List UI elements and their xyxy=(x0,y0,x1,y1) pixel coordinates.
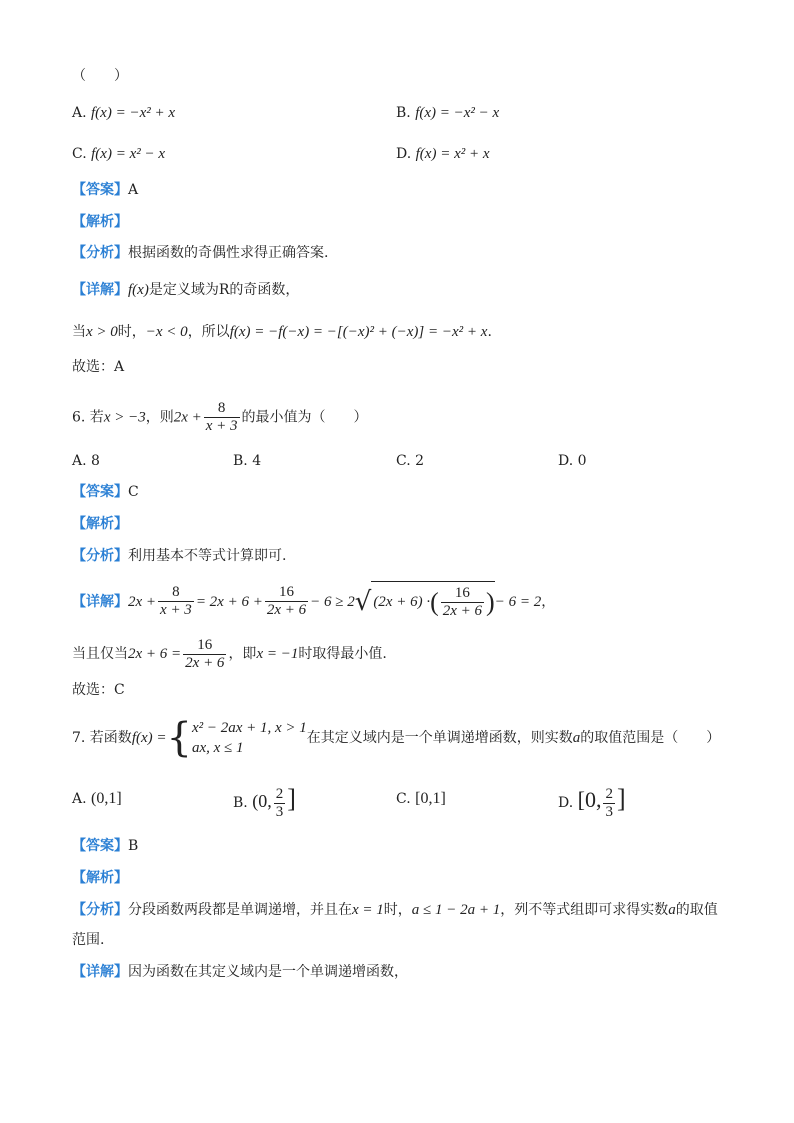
q5-detail-line2 xyxy=(72,322,492,342)
text: 在其定义域内是一个单调递增函数，则实数 xyxy=(306,730,573,746)
numerator: 16 xyxy=(183,637,226,655)
formula: a xyxy=(668,902,676,918)
formula: x > 0 xyxy=(86,324,118,340)
numerator: 2 xyxy=(605,785,613,802)
fenxi-text: 利用基本不等式计算即可. xyxy=(128,548,287,564)
option-label: C. xyxy=(396,791,411,807)
answer-value: A xyxy=(128,182,139,198)
q7-fenxi xyxy=(72,900,718,920)
text: . xyxy=(487,324,492,340)
q7-fenxi-line2: 范围. xyxy=(72,932,105,948)
option-formula: f(x) = x² − x xyxy=(91,146,165,162)
q7-option-a xyxy=(72,789,122,809)
xiangjie-tag: 【详解】 xyxy=(72,593,128,610)
option-formula: [0, xyxy=(577,787,602,812)
q6-xiangjie xyxy=(72,581,555,623)
fraction xyxy=(603,786,615,821)
q5-option-b xyxy=(396,103,499,123)
formula: a xyxy=(572,730,581,746)
brace-icon: { xyxy=(166,715,192,761)
formula: x = 1 xyxy=(352,902,384,918)
fenxi-tag: 【分析】 xyxy=(72,902,128,918)
denominator: 3 xyxy=(275,803,284,820)
fraction xyxy=(274,786,286,821)
text: 的取值 xyxy=(675,902,718,918)
xiangjie-tag: 【详解】 xyxy=(72,282,128,298)
formula: x = −1 xyxy=(256,646,299,662)
option-label: C. xyxy=(72,146,87,162)
numerator: 2 xyxy=(275,785,284,802)
numerator: 8 xyxy=(158,584,194,602)
option-label: B. xyxy=(396,105,411,121)
option-formula: f(x) = −x² + x xyxy=(91,105,176,121)
text: 时取得最小值. xyxy=(298,646,387,662)
option-formula: f(x) = x² + x xyxy=(415,146,490,162)
answer-value: C xyxy=(128,484,139,500)
q5-option-d xyxy=(396,144,490,164)
denominator: 2x + 6 xyxy=(442,603,483,620)
formula: −x < 0 xyxy=(145,324,188,340)
q5-option-c xyxy=(72,144,165,164)
q6-option-c: C. 2 xyxy=(396,453,425,469)
option-label: A. xyxy=(72,105,87,121)
denominator: 2x + 6 xyxy=(185,654,225,671)
q5-option-a xyxy=(72,103,175,123)
text: 的取值范围是（ ） xyxy=(580,730,721,746)
option-formula: f(x) = −x² − x xyxy=(415,105,500,121)
denominator: 3 xyxy=(605,803,613,820)
text: ，则 xyxy=(145,409,174,426)
q6-stem xyxy=(72,400,368,435)
q6-fenxi xyxy=(72,546,286,566)
q7-jiexi xyxy=(72,868,128,888)
case-2: ax, x ≤ 1 xyxy=(191,740,244,756)
answer-tag: 【答案】 xyxy=(72,182,128,198)
fenxi-text: 根据函数的奇偶性求得正确答案. xyxy=(128,245,329,261)
sqrt-body xyxy=(371,581,494,623)
formula: f(x) = −f(−x) = −[(−x)² + (−x)] = −x² + x xyxy=(229,324,488,340)
formula: − 6 ≥ 2 xyxy=(310,593,355,610)
denominator: x + 3 xyxy=(205,418,238,434)
formula: − 6 = 2 xyxy=(494,593,542,610)
q6-option-b: B. 4 xyxy=(233,453,262,469)
formula: = 2x + 6 + xyxy=(195,593,263,610)
piecewise-cases xyxy=(192,718,307,758)
q5-paren: （ ） xyxy=(72,68,128,84)
option-formula: ] xyxy=(616,784,626,813)
text: 6. 若 xyxy=(72,409,104,426)
fenxi-tag: 【分析】 xyxy=(72,245,128,261)
q5-jiexi xyxy=(72,212,128,232)
formula: 2x + xyxy=(173,409,202,426)
formula: 2x + xyxy=(128,593,157,610)
q6-guxuan: 故选：C xyxy=(72,682,125,698)
fraction xyxy=(265,584,308,619)
q7-xiangjie xyxy=(72,962,408,982)
q5-guxuan: 故选：A xyxy=(72,359,125,375)
denominator: 2x + 6 xyxy=(266,602,307,619)
formula: x > −3 xyxy=(103,409,146,426)
text: ，所以 xyxy=(187,324,230,340)
text: 7. 若函数 xyxy=(72,730,132,746)
fenxi-tag: 【分析】 xyxy=(72,548,128,564)
q6-option-a: A. 8 xyxy=(72,453,100,469)
text: 当且仅当 xyxy=(72,646,128,662)
formula: f(x) = xyxy=(131,730,167,746)
paren-left-icon: ( xyxy=(430,587,439,617)
q7-option-d xyxy=(558,780,626,822)
q7-stem xyxy=(72,716,720,760)
jiexi-tag: 【解析】 xyxy=(72,870,128,886)
fraction xyxy=(158,584,194,619)
option-label: B. xyxy=(233,795,248,811)
q6-jiexi xyxy=(72,514,128,534)
option-label: A. xyxy=(72,791,87,807)
fraction xyxy=(204,400,240,435)
q7-answer xyxy=(72,836,138,856)
formula: (2x + 6) · xyxy=(373,594,431,610)
numerator: 16 xyxy=(441,585,484,603)
case-1: x² − 2ax + 1, x > 1 xyxy=(191,720,307,736)
q7-option-c xyxy=(396,789,446,809)
option-label: D. xyxy=(396,146,412,162)
sqrt-icon: √ xyxy=(354,586,372,617)
text: 分段函数两段都是单调递增，并且在 xyxy=(128,902,352,918)
text: ，即 xyxy=(228,646,257,662)
answer-value: B xyxy=(128,838,139,854)
jiexi-tag: 【解析】 xyxy=(72,516,128,532)
numerator: 8 xyxy=(204,400,240,418)
q6-option-d: D. 0 xyxy=(558,453,587,469)
option-label: D. xyxy=(558,795,574,811)
answer-tag: 【答案】 xyxy=(72,838,128,854)
formula: a ≤ 1 − 2a + 1 xyxy=(411,902,501,918)
option-formula: (0,1] xyxy=(91,790,122,807)
paren-right-icon: ) xyxy=(486,587,495,617)
option-formula: (0, xyxy=(252,791,272,811)
jiexi-tag: 【解析】 xyxy=(72,214,128,230)
fraction xyxy=(183,637,226,672)
q5-answer xyxy=(72,180,138,200)
text: 时， xyxy=(383,902,412,918)
text: ， xyxy=(541,593,556,610)
text: ，列不等式组即可求得实数 xyxy=(500,902,669,918)
q6-equality xyxy=(72,636,387,672)
option-formula: [0,1] xyxy=(415,790,446,807)
numerator: 16 xyxy=(265,584,308,602)
denominator: x + 3 xyxy=(160,602,192,619)
formula: f(x) xyxy=(128,282,149,298)
answer-tag: 【答案】 xyxy=(72,484,128,500)
q6-answer xyxy=(72,482,139,502)
q7-option-b xyxy=(233,780,296,822)
option-formula: ] xyxy=(287,784,296,813)
q5-fenxi xyxy=(72,243,328,263)
q5-xiangjie xyxy=(72,280,299,300)
xiangjie-tag: 【详解】 xyxy=(72,964,128,980)
xiangjie-text: 因为函数在其定义域内是一个单调递增函数， xyxy=(128,964,408,980)
fraction xyxy=(441,585,484,620)
text: 当 xyxy=(72,324,86,340)
text: 时， xyxy=(117,324,146,340)
formula: 2x + 6 = xyxy=(128,646,182,662)
text: 是定义域为R的奇函数， xyxy=(148,282,300,298)
text: 的最小值为（ ） xyxy=(241,409,368,426)
